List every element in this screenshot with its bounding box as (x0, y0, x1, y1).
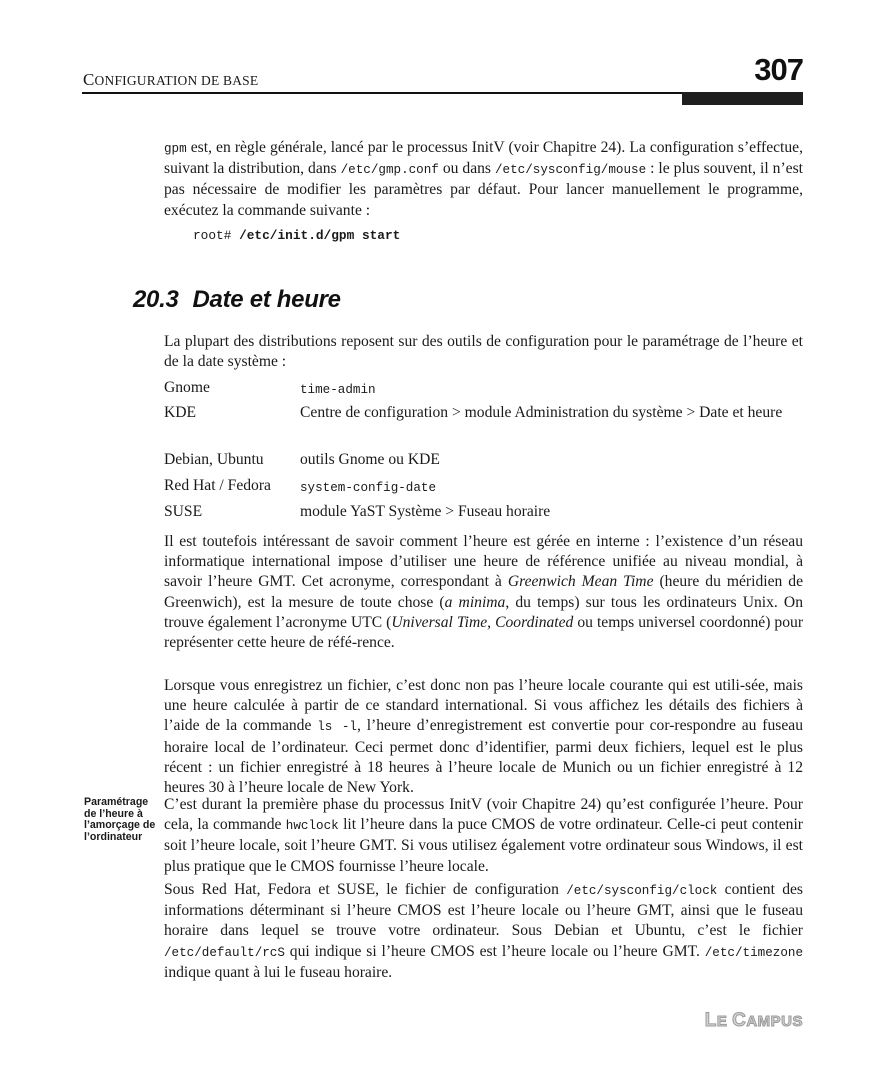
italic-run: Greenwich Mean Time (507, 573, 654, 591)
tool-cell: module YaST Système > Fuseau horaire (300, 503, 551, 520)
margin-note: Paramétrage de l’heure à l’amorçage de l’ordinateur (84, 796, 156, 843)
env-cell: KDE (164, 404, 197, 421)
table-row (164, 403, 803, 450)
env-cell: SUSE (164, 503, 203, 520)
running-head-text: ONFIGURATION DE BASE (94, 73, 259, 88)
env-cell: Debian, Ubuntu (164, 451, 264, 468)
italic-run: Universal Time, Coordinated (391, 613, 574, 631)
tool-cell: Centre de configuration > module Administration du système > Date et heure (300, 404, 783, 421)
italic-run: a minima (444, 593, 506, 611)
tool-cell: time-admin (300, 383, 376, 397)
text-run: , du temps) sur tous les ordinateurs Unix. On trouve également l’acronyme UTC ( (164, 593, 803, 631)
logo-letter: E (716, 1013, 733, 1030)
paragraph-intro: La plupart des distributions reposent sur des outils de configuration pour le paramétrage de l’heure et de la date système : (164, 333, 803, 371)
text-run: ou dans (438, 160, 495, 178)
text-run: Sous Red Hat, Fedora et SUSE, le fichier de configuration (164, 881, 567, 898)
table-row (164, 476, 803, 502)
section-number: 20.3 (133, 286, 179, 313)
text-run: ou temps universel coordonné) pour représenter cette heure de réfé-rence. (164, 613, 804, 652)
text-run: qui indique si l’heure CMOS est l’heure locale ou l’heure GMT. (284, 942, 705, 960)
table-row (164, 502, 803, 528)
text-run: lit l’heure dans la puce CMOS de votre ordinateur. Celle-ci peut contenir soit l’heure locale, soit l’heure GMT. Si vous utilisez également votre ordinateur sous Windows, il est plus pratique que le CMOS fournisse l’heure locale. (164, 816, 804, 875)
inline-code-sysconfig-clock: /etc/sysconfig/clock (566, 884, 718, 898)
text-run: : le plus souvent, il n’est pas nécessaire de modifier les paramètres par défaut. Pour lancer manuellement le programme, exécutez la commande suivante : (164, 160, 803, 219)
inline-code-hwclock: hwclock (285, 819, 339, 834)
inline-code-default-rcs: /etc/default/rcS (164, 945, 285, 960)
shell-command: /etc/init.d/gpm start (239, 228, 401, 243)
inline-code-gmp-conf: /etc/gmp.conf (340, 163, 439, 178)
text-run: C’est durant la première phase du processus InitV (voir Chapitre 24) qu’est configurée l’heure. Pour cela, la commande (164, 796, 803, 834)
table-row (164, 450, 803, 476)
env-cell: Red Hat / Fedora (164, 477, 271, 494)
logo-letter: AMPUS (746, 1013, 803, 1030)
shell-prompt: root# (193, 228, 240, 243)
table-row (164, 378, 803, 403)
code-example (193, 228, 400, 243)
paragraph-gmt (164, 532, 803, 653)
logo-letter: L (704, 1010, 717, 1031)
inline-code-timezone: /etc/timezone (704, 945, 803, 960)
text-run: Il est toutefois intéressant de savoir comment l’heure est gérée en interne : l’existence d’un réseau informatique international impose d’utiliser une heure de référence unifiée au niveau mondial, à savoir l’heure GMT. Cet acronyme, correspondant à (164, 533, 803, 591)
running-head-initial: C (83, 70, 95, 89)
env-cell: Gnome (164, 379, 210, 396)
paragraph-local-time (164, 676, 803, 798)
section-title: Date et heure (192, 286, 341, 313)
running-head (83, 70, 258, 90)
paragraph-hwclock (164, 795, 803, 877)
paragraph-clock-config (164, 880, 803, 983)
page-number: 307 (754, 52, 803, 87)
tool-cell: system-config-date (300, 481, 437, 495)
inline-code-ls: ls -l (317, 720, 357, 735)
header-block (682, 92, 803, 105)
text-run: Lorsque vous enregistrez un fichier, c’est donc non pas l’heure locale courante qui est utili-sée, mais une heure calculée à partir de ce standard international. Si vous affichez les détails des fichiers à l’aide de la commande (164, 677, 803, 735)
text-run: (heure du méridien de Greenwich), est la mesure de toute chose ( (164, 573, 803, 611)
inline-code-gpm: gpm (164, 142, 187, 156)
publisher-logo (705, 1010, 803, 1032)
tools-table (164, 378, 803, 528)
logo-letter: C (732, 1010, 747, 1031)
text-run: , l’heure d’enregistrement est convertie pour cor-respondre au fuseau horaire local de l’ordinateur. Ceci permet donc d’identifier, parmi deux fichiers, lequel est le plus récent : un fichier enregistré à 18 heures à l’heure locale de Munich ou un fichier enregistré à 12 heures 30 à l’heure locale de New York. (164, 717, 803, 797)
tool-cell: outils Gnome ou KDE (300, 451, 440, 468)
text-run: contient des informations déterminant si l’heure CMOS est l’heure locale ou l’heure GMT, ainsi que le fuseau horaire dans lequel se trouve votre ordinateur. Sous Debian et Ubuntu, c’est le fichier (164, 881, 803, 940)
paragraph-gpm (164, 138, 803, 221)
text-run: est, en règle générale, lancé par le processus InitV (voir Chapitre 24). La configuration s’effectue, suivant la distribution, dans (164, 139, 803, 178)
inline-code-sysconfig-mouse: /etc/sysconfig/mouse (494, 163, 647, 178)
section-heading (133, 286, 341, 314)
text-run: indique quant à lui le fuseau horaire. (164, 963, 393, 981)
